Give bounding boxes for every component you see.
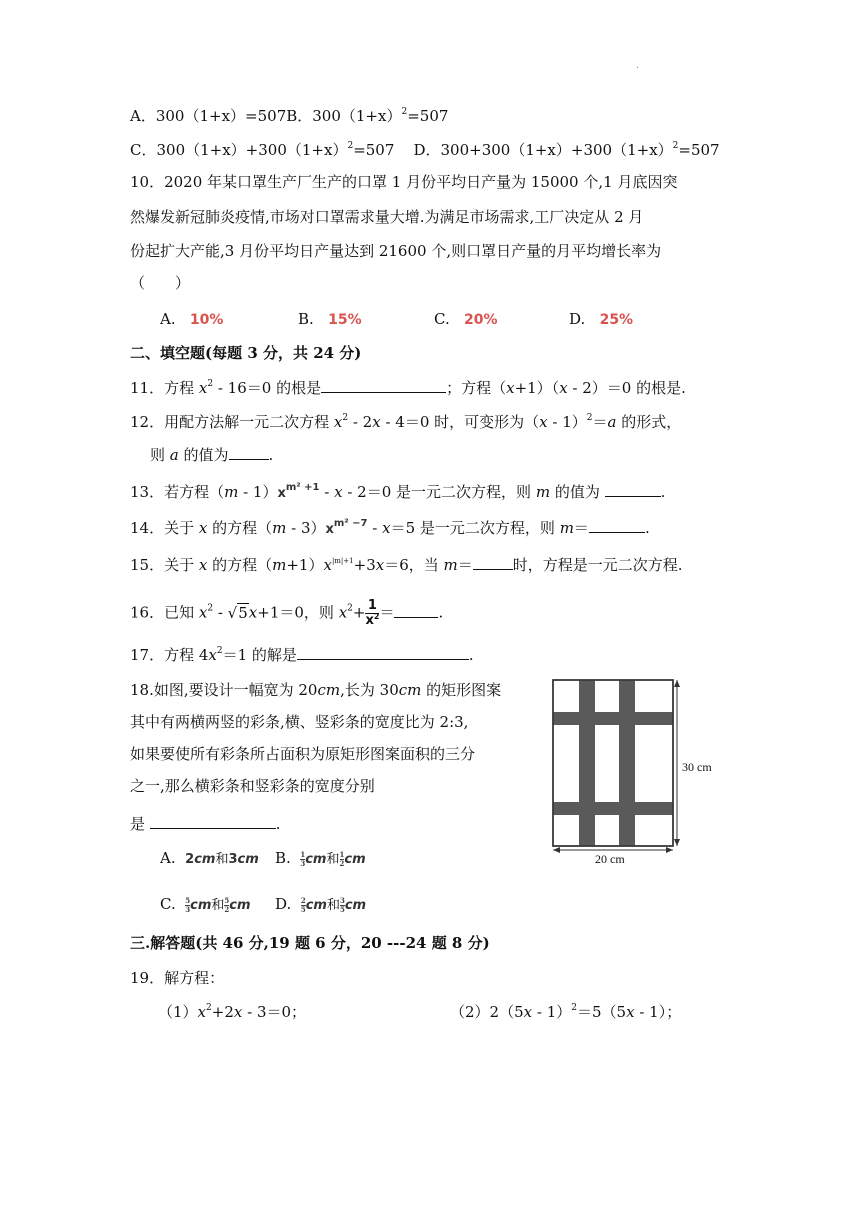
q12-e: ＝ bbox=[592, 413, 608, 431]
q17-c: . bbox=[468, 646, 474, 664]
q9-option-b: B．300（1+x） bbox=[286, 107, 402, 125]
q12-f: 的形式， bbox=[616, 413, 682, 431]
q10-option-b-value: 15% bbox=[328, 312, 362, 328]
q18-a-v1: 2 bbox=[185, 852, 195, 867]
q9-option-d-rest: =507 bbox=[678, 141, 720, 159]
q18-blank[interactable] bbox=[150, 814, 276, 829]
q9-option-c-rest: =507 bbox=[353, 141, 395, 159]
q14-m2: m bbox=[559, 519, 574, 537]
q19-p1-x2: x bbox=[233, 1003, 243, 1021]
q14-b: 的方程（ bbox=[207, 519, 273, 537]
q11-mid: - 16＝0 的根是 bbox=[213, 379, 322, 397]
vertical-stripe-2 bbox=[619, 680, 635, 846]
q13-a: 13．若方程（ bbox=[130, 483, 225, 501]
q18-b-f1d: 3 bbox=[300, 858, 306, 868]
q15-blank[interactable] bbox=[473, 555, 513, 570]
q19-p2-exp: 2 bbox=[571, 1003, 577, 1013]
q15-x3: x bbox=[375, 556, 385, 574]
q10-option-d-value: 25% bbox=[599, 312, 634, 328]
q13-m2: m bbox=[535, 483, 551, 501]
q19-p2-b: - 1） bbox=[532, 1003, 572, 1021]
q14-a: 14．关于 bbox=[130, 519, 199, 537]
q18-option-a-letter: A. bbox=[160, 849, 176, 867]
q12-line2-c: . bbox=[268, 446, 274, 464]
q14-f: ＝ bbox=[573, 519, 589, 537]
q10-option-a-value: 10% bbox=[189, 312, 224, 328]
q18-d-u1: cm bbox=[305, 898, 327, 913]
horizontal-stripe-2 bbox=[553, 802, 673, 815]
q12-a2: a bbox=[169, 446, 179, 464]
q18-b-and: 和 bbox=[326, 852, 340, 867]
q14-m: m bbox=[272, 519, 287, 537]
horizontal-stripe-1 bbox=[553, 712, 673, 725]
q17-blank[interactable] bbox=[297, 645, 469, 660]
q15-f: ＝ bbox=[457, 556, 473, 574]
q18-c-f2n: 5 bbox=[224, 895, 230, 905]
q13-exp: m² +1 bbox=[285, 482, 320, 493]
q16-f: . bbox=[438, 603, 444, 622]
q9-option-b-exp: 2 bbox=[401, 107, 408, 117]
q18-b-u2: cm bbox=[344, 852, 366, 867]
q16-x: x bbox=[198, 603, 208, 622]
q19-p1-c: - 3＝0； bbox=[242, 1003, 307, 1021]
q12-a-var: a bbox=[607, 413, 617, 431]
section-2-heading: 二、填空题(每题 3 分，共 24 分) bbox=[130, 344, 362, 362]
q18-option-d bbox=[275, 894, 366, 916]
q12-x3: x bbox=[539, 413, 548, 431]
q17-x: x bbox=[208, 646, 217, 664]
q11-blank-1[interactable] bbox=[321, 378, 446, 393]
q15-d: +3 bbox=[353, 556, 376, 574]
q11-x: x bbox=[198, 379, 208, 397]
q13-b: - 1） bbox=[238, 483, 278, 501]
q11-x3: x bbox=[559, 379, 568, 397]
q19-p2-x: x bbox=[523, 1003, 533, 1021]
q13-c: - bbox=[319, 483, 335, 501]
q16-a: 16．已知 bbox=[130, 603, 199, 622]
q18-b-f2n: 1 bbox=[339, 849, 345, 859]
q18-a-u1: cm bbox=[194, 852, 216, 867]
q12-x: x bbox=[333, 413, 343, 431]
q11-mid2: ；方程（ bbox=[446, 379, 507, 397]
q12-blank[interactable] bbox=[229, 445, 269, 460]
q13 bbox=[130, 482, 665, 504]
q9-option-d: D．300+300（1+x）+300（1+x） bbox=[413, 141, 673, 159]
q18-figure bbox=[545, 676, 735, 866]
q12-exp: 2 bbox=[342, 413, 349, 423]
q14-x2: x bbox=[325, 522, 334, 537]
q15-m2: m bbox=[443, 556, 458, 574]
q12-c: - 4＝0 时，可变形为（ bbox=[380, 413, 540, 431]
q18-c-u2: cm bbox=[229, 898, 251, 913]
q12-d: - 1） bbox=[547, 413, 587, 431]
q18-line1 bbox=[130, 680, 501, 700]
q14-e: ＝5 是一元二次方程，则 bbox=[390, 519, 560, 537]
q19-p2-c: ＝5（5 bbox=[577, 1003, 627, 1021]
q16-x2: x bbox=[248, 603, 258, 622]
q16-exp2: 2 bbox=[347, 603, 353, 614]
q9-options-row2 bbox=[130, 140, 720, 160]
q18-a-v2: 3 bbox=[228, 852, 238, 867]
q19-p2-d: - 1）； bbox=[634, 1003, 682, 1021]
q15-a: 15．关于 bbox=[130, 556, 199, 574]
q17-a: 17．方程 4 bbox=[130, 646, 209, 664]
q10-option-a bbox=[160, 309, 223, 330]
q18-c-u1: cm bbox=[190, 898, 212, 913]
q16 bbox=[130, 599, 443, 628]
q18-cm1: cm bbox=[317, 681, 341, 699]
q14-x: x bbox=[198, 519, 208, 537]
q18-l1-a: 18.如图,要设计一幅宽为 20 bbox=[130, 681, 318, 699]
q19-p1-x: x bbox=[197, 1003, 207, 1021]
q18-cm2: cm bbox=[398, 681, 422, 699]
q18-d-f2n: 3 bbox=[339, 895, 345, 905]
section-3-heading: 三.解答题(共 46 分,19 题 6 分，20 ---24 题 8 分) bbox=[130, 934, 490, 952]
header-mark: . bbox=[636, 60, 640, 71]
q18-option-b bbox=[275, 848, 366, 870]
q13-f: . bbox=[660, 483, 666, 501]
q13-m: m bbox=[224, 483, 239, 501]
q15-c: +1） bbox=[286, 556, 324, 574]
q13-x2: x bbox=[334, 483, 343, 501]
q18-line2: 其中有两横两竖的彩条,横、竖彩条的宽度比为 2:3, bbox=[130, 713, 469, 731]
q10-option-c bbox=[434, 309, 498, 330]
q12-x2: x bbox=[372, 413, 381, 431]
q19-part2 bbox=[450, 1002, 681, 1022]
q10-line3: 份起扩大产能,3 月份平均日产量达到 21600 个,则口罩日产量的月平均增长率为 bbox=[130, 242, 662, 260]
q10-option-b bbox=[298, 309, 362, 330]
vertical-stripe-1 bbox=[579, 680, 595, 846]
q17-exp: 2 bbox=[216, 646, 223, 656]
q9-option-c-exp: 2 bbox=[347, 141, 354, 151]
q14-blank[interactable] bbox=[589, 518, 645, 533]
q18-b-u1: cm bbox=[305, 852, 327, 867]
q16-e: ＝ bbox=[379, 603, 395, 622]
q12-line2-b: 的值为 bbox=[178, 446, 229, 464]
q16-d: + bbox=[352, 603, 366, 622]
q16-frac-exp: 2 bbox=[373, 612, 380, 621]
q12-b: - 2 bbox=[348, 413, 373, 431]
q19-p2-a: （2）2（5 bbox=[450, 1003, 524, 1021]
height-label: 30 cm bbox=[682, 760, 712, 774]
q18-l5-b: . bbox=[275, 815, 281, 833]
q16-exp: 2 bbox=[207, 603, 214, 614]
q18-option-c bbox=[160, 894, 251, 916]
q18-l1-b: ,长为 30 bbox=[340, 681, 399, 699]
q11-num: 11．方程 bbox=[130, 379, 199, 397]
q15-exp: |m|+1 bbox=[331, 557, 354, 565]
width-label: 20 cm bbox=[595, 852, 625, 866]
q15-b: 的方程（ bbox=[207, 556, 273, 574]
q18-l5-a: 是 bbox=[130, 815, 150, 833]
q19-title: 19．解方程： bbox=[130, 969, 225, 987]
q9-option-c: C．300（1+x）+300（1+x） bbox=[130, 141, 348, 159]
q15-x2: x bbox=[323, 556, 332, 574]
q9-options-row1 bbox=[130, 106, 448, 126]
q15 bbox=[130, 555, 683, 575]
q19-p1-b: +2 bbox=[211, 1003, 234, 1021]
q18-c-f1n: 5 bbox=[185, 895, 191, 905]
q18-b-f1n: 1 bbox=[300, 849, 306, 859]
q19-p1-a: （1） bbox=[158, 1003, 198, 1021]
q10-line4: （ ） bbox=[130, 274, 191, 292]
outer-rectangle bbox=[553, 680, 673, 846]
q18-a-and: 和 bbox=[215, 852, 229, 867]
q18-c-f2d: 2 bbox=[224, 904, 230, 914]
q12-line1 bbox=[130, 412, 681, 432]
q16-x3: x bbox=[338, 603, 348, 622]
q18-line4: 之一,那么横彩条和竖彩条的宽度分别 bbox=[130, 777, 375, 795]
q18-l1-c: 的矩形图案 bbox=[421, 681, 502, 699]
q18-a-u2: cm bbox=[237, 852, 259, 867]
q10-option-d-letter: D. bbox=[569, 310, 586, 328]
q10-option-d bbox=[569, 309, 633, 330]
q15-x: x bbox=[198, 556, 208, 574]
q18-b-f2d: 2 bbox=[339, 858, 345, 868]
q18-option-c-letter: C. bbox=[160, 895, 176, 913]
q15-e: ＝6，当 bbox=[384, 556, 444, 574]
q13-d: - 2＝0 是一元二次方程，则 bbox=[342, 483, 536, 501]
q18-d-f1n: 2 bbox=[300, 895, 306, 905]
q18-d-and: 和 bbox=[326, 898, 340, 913]
q19-p1-exp: 2 bbox=[206, 1003, 212, 1013]
q11 bbox=[130, 378, 686, 398]
q9-option-b-rest: =507 bbox=[407, 107, 449, 125]
q14-g: . bbox=[644, 519, 650, 537]
q17 bbox=[130, 645, 474, 665]
sqrt-symbol: √5 bbox=[227, 603, 248, 622]
q16-root: 5 bbox=[238, 603, 248, 622]
q11-x2: x bbox=[506, 379, 515, 397]
q17-b: ＝1 的解是 bbox=[222, 646, 297, 664]
q18-option-d-letter: D. bbox=[275, 895, 292, 913]
q13-blank[interactable] bbox=[605, 482, 661, 497]
q18-c-f1d: 3 bbox=[185, 904, 191, 914]
q18-line3: 如果要使所有彩条所占面积为原矩形图案面积的三分 bbox=[130, 745, 476, 763]
q10-option-c-value: 20% bbox=[464, 312, 498, 328]
q11-tail2: - 2）＝0 的根是. bbox=[567, 379, 686, 397]
q12-line2-a: 则 bbox=[150, 446, 170, 464]
q10-line2: 然爆发新冠肺炎疫情,市场对口罩需求量大增.为满足市场需求,工厂决定从 2 月 bbox=[130, 208, 644, 226]
q11-tail: +1）（ bbox=[514, 379, 560, 397]
q16-fraction bbox=[365, 599, 379, 628]
q12-line2 bbox=[150, 445, 273, 465]
q18-d-u2: cm bbox=[344, 898, 367, 913]
q18-d-f2d: 5 bbox=[339, 904, 345, 914]
q14-d: - bbox=[367, 519, 383, 537]
q12-exp2: 2 bbox=[586, 413, 593, 423]
q14-exp: m² −7 bbox=[333, 518, 368, 529]
q13-x: x bbox=[277, 486, 286, 501]
q18-option-a bbox=[160, 848, 259, 870]
q18-line5 bbox=[130, 814, 281, 834]
q15-m: m bbox=[272, 556, 287, 574]
q19-part1 bbox=[158, 1002, 306, 1022]
q14 bbox=[130, 518, 650, 540]
q9-option-a: A．300（1+x）=507 bbox=[130, 107, 287, 125]
q16-frac-den: x bbox=[365, 613, 374, 628]
q16-b: - bbox=[213, 603, 228, 622]
q12-a: 12．用配方法解一元二次方程 bbox=[130, 413, 334, 431]
q14-c: - 3） bbox=[286, 519, 326, 537]
q16-c: +1＝0，则 bbox=[257, 603, 339, 622]
q9-option-d-exp: 2 bbox=[672, 141, 679, 151]
q10-line1: 10．2020 年某口罩生产厂生产的口罩 1 月份平均日产量为 15000 个,1 月底因突 bbox=[130, 173, 678, 191]
q16-blank[interactable] bbox=[394, 603, 438, 618]
q19-p2-x2: x bbox=[626, 1003, 635, 1021]
q18-c-and: 和 bbox=[211, 898, 225, 913]
q18-option-b-letter: B. bbox=[275, 849, 291, 867]
q10-option-c-letter: C. bbox=[434, 310, 450, 328]
q14-x3: x bbox=[382, 519, 391, 537]
q11-exp: 2 bbox=[207, 379, 214, 389]
q15-g: 时，方程是一元二次方程. bbox=[512, 556, 683, 574]
q18-d-f1d: 5 bbox=[300, 904, 306, 914]
q10-option-a-letter: A. bbox=[160, 310, 176, 328]
q10-option-b-letter: B. bbox=[298, 310, 314, 328]
q13-e: 的值为 bbox=[550, 483, 605, 501]
q16-frac-num: 1 bbox=[365, 599, 379, 614]
